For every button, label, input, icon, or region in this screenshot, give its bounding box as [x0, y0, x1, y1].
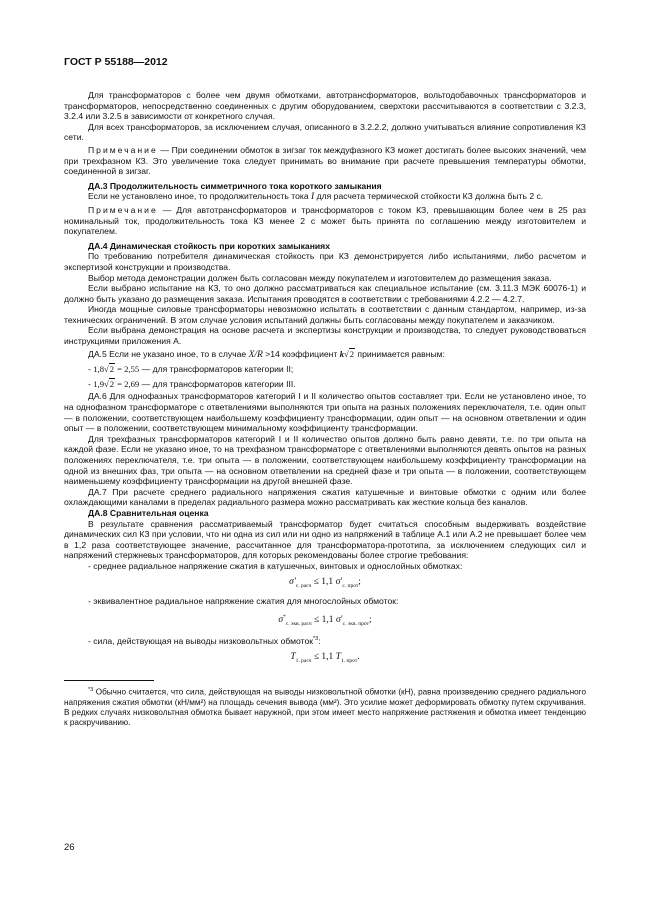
page-number: 26: [64, 842, 75, 853]
section-heading-da4: ДА.4 Динамическая стойкость при коротких замыканиях: [88, 240, 330, 251]
paragraph: По требованию потребителя динамическая стойкость при КЗ демонстрируется либо испытаниями, либо расчетом и экспертизой конструкции и производства.: [64, 251, 586, 272]
formula-3: $T_{1. расч} \le 1,1$ $T_{1. прот}$.: [290, 651, 360, 664]
note-label: Примечание: [88, 144, 158, 155]
paragraph: Для трехфазных трансформаторов категорий I и II количество опытов должно быть равно девяти, т.е. по три опыта на каждой фазе. Если не указано иное, то на трехфазном трансформаторе с ответвлениями выполняются девять опытов на разных положениях переключателя, т.е. три опыта — в положении, соответствующем наибольшему коэффициенту трансформации на одной из внешних фаз, три опыта — на основном ответвлении на средней фазе и три опыта — в положении, соответствующем наименьшему коэффициенту трансформации на другой внешней фазе.: [64, 433, 586, 487]
bullet-item: - сила, действующая на выводы низковольтных обмоток$^{*3}$:: [88, 636, 321, 647]
formula-2: $\sigma^*_{c. экв. расч} \le 1,1$ $\sigma'_{c. экв. прот}$;: [278, 613, 372, 627]
paragraph: Для трансформаторов с более чем двумя обмотками, автотрансформаторов, вольтодобавочных трансформаторов и трансформаторов, непосредственно соединенных с другим оборудованием, сверхтоки рассчитываются в соответствии с 3.2.3, 3.2.4 или 3.2.5 в зависимости от конкретного случая.: [64, 90, 586, 122]
footnote-divider: [64, 680, 154, 681]
section-heading-da3: ДА.3 Продолжительность симметричного тока короткого замыкания: [88, 180, 382, 191]
list-item: - 1,8√2 = 2,55 — для трансформаторов категории II;: [88, 364, 294, 375]
formula-1: $\sigma'_{c. расч} \le 1,1$ $\sigma'_{c. прот}$;: [289, 576, 361, 589]
note-text: — При соединении обмоток в зигзаг ток междуфазного КЗ может достигать более высоких значений, чем при трехфазном КЗ. Это увеличение тока следует принимать во внимание при расчете превышения температуры обмотки, соединенной в зигзаг.: [64, 144, 586, 177]
note: [64, 205, 586, 237]
paragraph: Если выбрана демонстрация на основе расчета и экспертизы конструкции и производства, то следует руководствоваться инструкциями приложения А.: [64, 325, 586, 347]
k-sqrt-formula: k√2: [339, 348, 355, 359]
paragraph: Если выбрано испытание на КЗ, то оно должно рассматриваться как специальное испытание (см. 3.11.3 МЭК 60076-1) и должно быть указано до размещения заказа. Испытания проводятся в соответствии с требованиями 4.2.2 — 4.2.7.: [64, 283, 586, 304]
note-text: — Для автотрансформаторов и трансформаторов с током КЗ, превышающим более чем в 25 раз номинальный ток, продолжительность тока КЗ менее 2 с может быть принята по соглашению между изготовителем и покупателем.: [64, 204, 586, 237]
paragraph-da5: ДА.5 Если не указано иное, то в случае X/R >14 коэффициент k√2 принимается равным:: [88, 348, 445, 360]
paragraph: ДА.6 Для однофазных трансформаторов категорий I и II количество опытов составляет три. Если не установлено иное, то на однофазном трансформаторе с ответвлениями выполняются три опыта на разных положениях переключателя, т.е. один опыт — в положении, соответствующем наибольшему коэффициенту трансформации, один опыт — на основном ответвлении и один опыт — в положении, соответствующем минимальному коэффициенту трансформации.: [64, 391, 586, 434]
paragraph: Иногда мощные силовые трансформаторы невозможно испытать в соответствии с данным стандартом, например, из-за технических ограничений. В этом случае условия испытаний должны быть согласованы между покупателем и заказчиком.: [64, 304, 586, 325]
paragraph: Если не установлено иное, то продолжительность тока I для расчета термической стойкости КЗ должна быть 2 с.: [88, 191, 544, 203]
footnote: $^{*3}$ Обычно считается, что сила, действующая на выводы низковольтной обмотки (кН), равна произведению среднего радиального напряжения сжатия обмотки (кН/мм²) на площадь сечения вывода (мм²). Это усилие может деформировать обмотку путем скручивания. В редких случаях низковольтная обмотка бывает наружной, при этом имеет место напряжение растяжения и обмотка имеет тенденцию к раскручиванию.: [64, 687, 586, 727]
paragraph: Для всех трансформаторов, за исключением случая, описанного в 3.2.2.2, должно учитываться влияние сопротивления КЗ сети.: [64, 121, 586, 143]
bullet-item: - среднее радиальное напряжение сжатия в катушечных, винтовых и однослойных обмотках:: [88, 560, 463, 571]
note-label: Примечание: [88, 204, 158, 215]
document-header: ГОСТ Р 55188—2012: [64, 56, 168, 68]
note: [64, 145, 586, 177]
paragraph: Выбор метода демонстрации должен быть согласован между покупателем и изготовителем до размещения заказа.: [88, 272, 552, 283]
section-heading-da8: ДА.8 Сравнительная оценка: [88, 507, 209, 518]
list-item: - 1,9√2 = 2,69 — для трансформаторов категории III.: [88, 378, 296, 389]
paragraph: ДА.7 При расчете среднего радиального напряжения сжатия катушечные и винтовые обмотки с одним или более охлаждающими каналами в пределах радиального размера можно рассматривать как жесткие кольца без каналов.: [64, 486, 586, 508]
paragraph: В результате сравнения рассматриваемый трансформатор будет считаться способным выдерживать воздействие динамических сил КЗ при условии, что ни одна из сил или ни одно из напряжений в таблице А.1 или А.2 не превышает более чем в 1,2 раза соответствующее значение, рассчитанное для трансформатора-прототипа, за исключением следующих сил и напряжений стержневых трансформаторов, для которых рекомендованы более строгие требования:: [64, 518, 586, 561]
bullet-item: - эквивалентное радиальное напряжение сжатия для многослойных обмоток:: [88, 596, 399, 607]
